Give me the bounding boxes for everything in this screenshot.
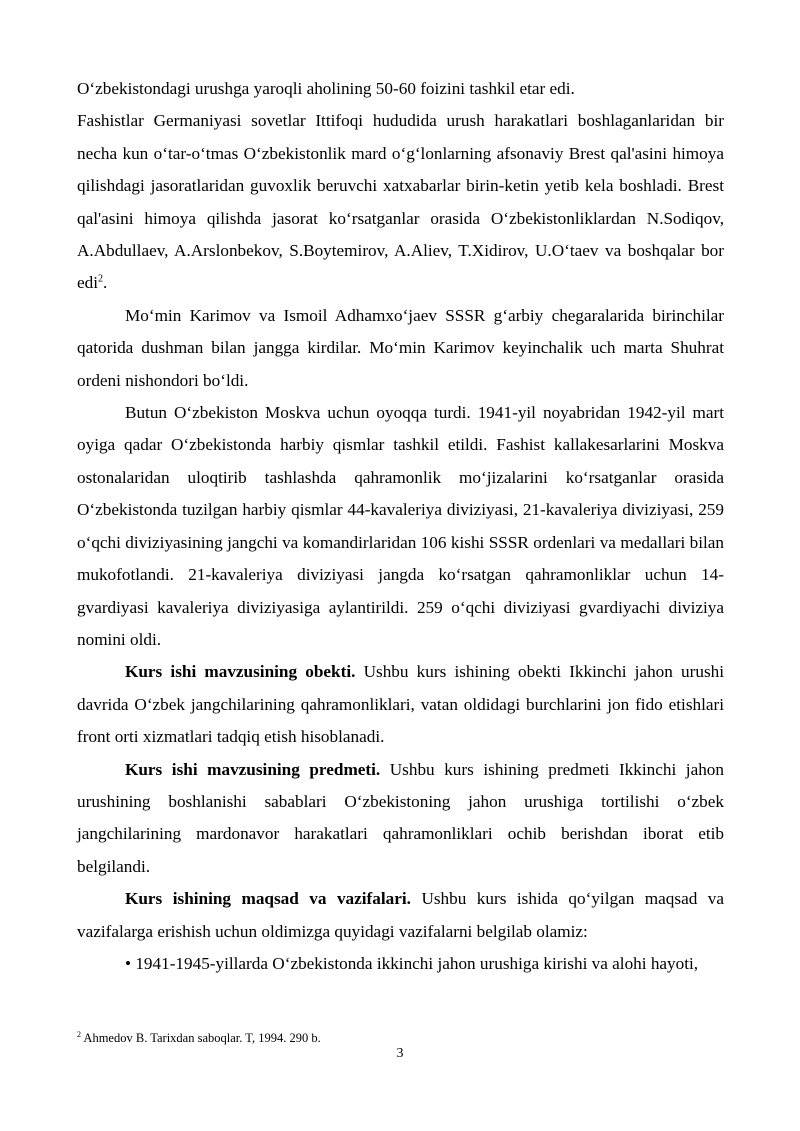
paragraph-goals — [77, 883, 724, 948]
paragraph-4-text: Butun O‘zbekiston Moskva uchun oyoqqa turdi. 1941-yil noyabridan 1942-yil mart oyiga qadar O‘zbekistonda harbiy qismlar tashkil etildi. Fashist kallakesarlarini Moskva ostonalaridan uloqtirib tashlashda qahramonlik mo‘jizalarini ko‘rsatganlar orasida O‘zbekistonda tuzilgan harbiy qismlar 44-kavaleriya diviziyasi, 21-kavaleriya diviziyasi, 259 o‘qchi diviziyasining jangchi va komandirlaridan 106 kishi SSSR ordenlari va medallari bilan mukofotlandi. 21-kavaleriya diviziyasi jangda ko‘rsatgan qahramonliklar uchun 14-gvardiyasi kavaleriya diviziyasiga aylantirildi. 259 o‘qchi diviziyasi gvardiyachi diviziya nomini oldi. — [77, 403, 724, 649]
paragraph-2-text: Fashistlar Germaniyasi sovetlar Ittifoqi hududida urush harakatlari boshlaganlaridan bir necha kun o‘tar-o‘tmas O‘zbekistonlik mard o‘g‘lonlarning afsonaviy Brest qal'asini himoya qilishdagi jasoratlaridan guvoxlik beruvchi xatxabarlar birin-ketin yetib kela boshladi. Brest qal'asini himoya qilishda jasorat ko‘rsatganlar orasida O‘zbekistonliklardan N.Sodiqov, A.Abdullaev, A.Arslonbekov, S.Boytemirov, A.Aliev, T.Xidirov, U.O‘taev va boshqalar bor edi — [77, 111, 724, 293]
footnote-text: Ahmedov B. Tarixdan saboqlar. T, 1994. 290 b. — [81, 1031, 321, 1045]
footnote-number: 2 — [77, 1029, 81, 1039]
paragraph-1-text: O‘zbekistondagi urushga yaroqli aholining 50-60 foizini tashkil etar edi. — [77, 79, 575, 98]
subject-heading: Kurs ishi mavzusining predmeti. — [125, 759, 381, 779]
paragraph-3 — [77, 300, 724, 397]
bullet-item-text: • 1941-1945-yillarda O‘zbekistonda ikkinchi jahon urushiga kirishi va alohi hayoti, — [125, 953, 699, 973]
bullet-item — [77, 948, 724, 980]
paragraph-2 — [77, 105, 724, 299]
footnote — [77, 1030, 321, 1046]
paragraph-1 — [77, 73, 724, 105]
page-number: 3 — [396, 1046, 404, 1061]
paragraph-object — [77, 656, 724, 753]
object-text: Ushbu kurs ishining obekti Ikkinchi jahon urushi davrida O‘zbek jangchilarining qahramonliklari, vatan oldidagi burchlarini jon fido etishlari front orti xizmatlari tadqiq etish hisoblanadi. — [77, 662, 725, 747]
goals-text: Ushbu kurs ishida qo‘yilgan maqsad va vazifalarga erishish uchun oldimizga quyidagi vazifalarni belgilab olamiz: — [77, 889, 724, 941]
subject-text: Ushbu kurs ishining predmeti Ikkinchi jahon urushining boshlanishi sabablari O‘zbekistoning jahon urushiga tortilishi o‘zbek jangchilarining mardonavor harakatlari qahramonliklari ochib berishdan iborat etib belgilandi. — [77, 759, 724, 876]
footnote-reference[interactable]: 2 — [98, 273, 103, 285]
document-body — [77, 73, 724, 980]
paragraph-3-text: Mo‘min Karimov va Ismoil Adhamxo‘jaev SSSR g‘arbiy chegaralarida birinchilar qatorida dushman bilan jangga kirdilar. Mo‘min Karimov keyinchalik uch marta Shuhrat ordeni nishondori bo‘ldi. — [77, 305, 724, 390]
object-heading: Kurs ishi mavzusining obekti. — [125, 662, 356, 682]
paragraph-subject — [77, 754, 724, 884]
paragraph-2-end: . — [103, 273, 108, 293]
paragraph-4 — [77, 397, 724, 656]
goals-heading: Kurs ishining maqsad va vazifalari. — [125, 889, 411, 909]
